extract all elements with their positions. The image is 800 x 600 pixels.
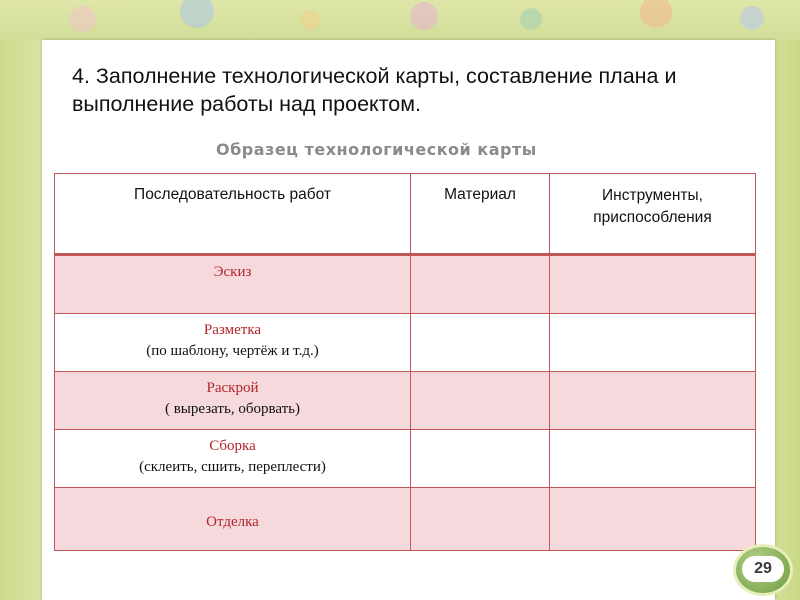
decor-ornament-icon: [70, 6, 96, 32]
page-heading: 4. Заполнение технологической карты, составление плана и выполнение работы над проектом.: [72, 64, 677, 116]
header-sequence: Последовательность работ: [55, 174, 411, 255]
tools-cell: [550, 314, 756, 372]
step-detail: ( вырезать, оборвать): [164, 401, 300, 417]
page-number: 29: [742, 556, 784, 582]
table-caption: Образец технологической карты: [216, 140, 537, 159]
tools-cell: [550, 372, 756, 430]
step-title: Отделка: [206, 514, 259, 530]
technological-map-table: [54, 173, 756, 551]
tools-cell: [550, 255, 756, 314]
step-title: Эскиз: [213, 264, 252, 280]
table-header-row: [55, 174, 756, 255]
decorative-left-strip: [0, 40, 42, 600]
table-row: [55, 430, 756, 488]
page-number-badge: [736, 547, 790, 593]
step-cell: [55, 488, 411, 551]
step-title: Разметка: [203, 322, 262, 338]
step-cell: [55, 372, 411, 430]
decor-ornament-icon: [180, 0, 214, 28]
step-cell: [55, 314, 411, 372]
step-cell: [55, 430, 411, 488]
document-page: [42, 40, 775, 600]
table-row: [55, 255, 756, 314]
header-material: Материал: [411, 174, 550, 255]
header-tools-line1: Инструменты,: [602, 187, 703, 204]
step-cell: [55, 255, 411, 314]
decor-ornament-icon: [520, 8, 542, 30]
step-detail: (по шаблону, чертёж и т.д.): [146, 343, 319, 359]
table-row: [55, 314, 756, 372]
step-title: Сборка: [209, 438, 256, 454]
material-cell: [411, 314, 550, 372]
tools-cell: [550, 430, 756, 488]
material-cell: [411, 372, 550, 430]
table-row: [55, 488, 756, 551]
material-cell: [411, 255, 550, 314]
step-title: Раскрой: [206, 380, 259, 396]
material-cell: [411, 430, 550, 488]
tools-cell: [550, 488, 756, 551]
header-tools-line2: приспособления: [593, 209, 712, 226]
material-cell: [411, 488, 550, 551]
decor-ornament-icon: [640, 0, 672, 28]
decor-ornament-icon: [300, 10, 320, 30]
decor-ornament-icon: [740, 6, 764, 30]
step-detail: (склеить, сшить, переплести): [139, 459, 326, 475]
header-tools: [550, 174, 756, 255]
table-row: [55, 372, 756, 430]
decor-ornament-icon: [410, 2, 438, 30]
